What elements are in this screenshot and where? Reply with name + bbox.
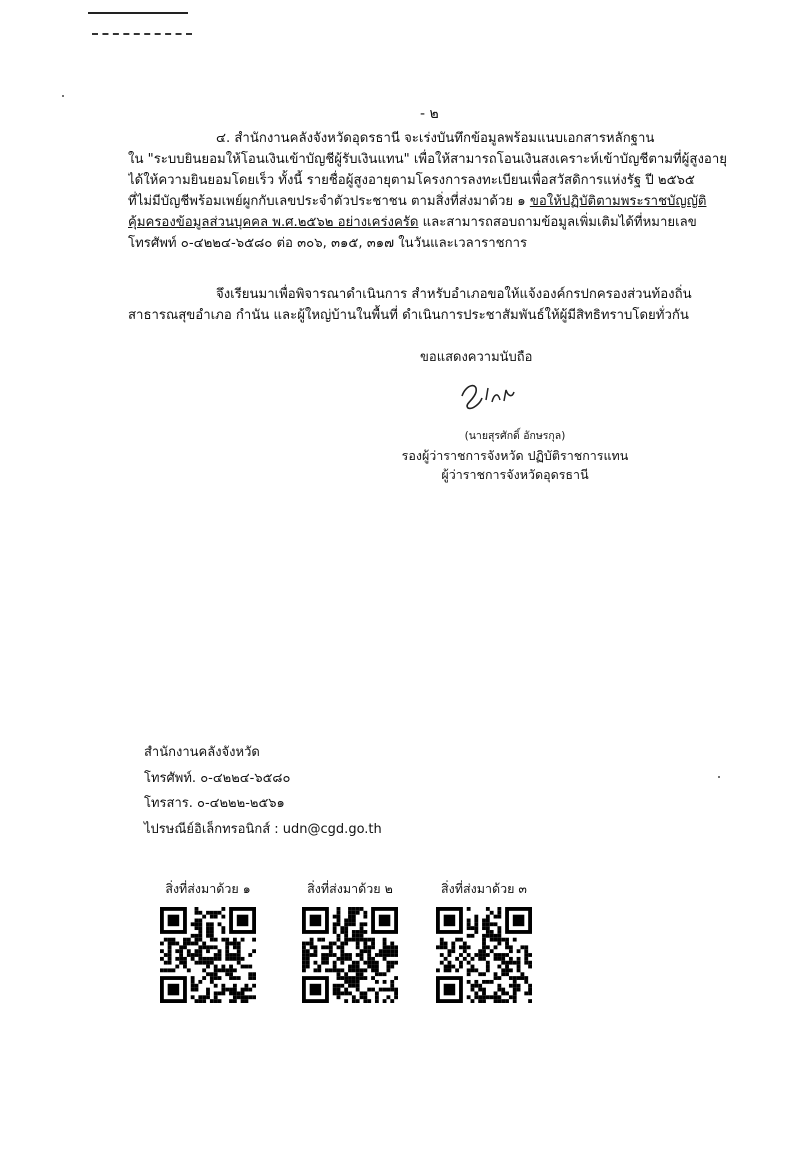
contact-office: สำนักงานคลังจังหวัด	[144, 745, 260, 760]
signatory-name: (นายสุรศักดิ์ อักษรกุล)	[464, 430, 566, 442]
paragraph-line: ใน "ระบบยินยอมให้โอนเงินเข้าบัญชีผู้รับเงินแทน" เพื่อให้สามารถโอนเงินสงเคราะห์เข้าบัญชีตามที่ผู้สูงอายุ	[128, 152, 727, 167]
qr-code[interactable]	[302, 907, 398, 1003]
paragraph-line	[128, 191, 753, 212]
closing-salutation: ขอแสดงความนับถือ	[420, 350, 533, 365]
signatory-office: ผู้ว่าราชการจังหวัดอุดรธานี	[441, 467, 589, 482]
contact-fax: โทรสาร. ๐-๔๒๒๒-๒๕๖๑	[144, 796, 285, 811]
attachment-label: สิ่งที่ส่งมาด้วย ๒	[307, 881, 393, 896]
contact-email: ไปรษณีย์อิเล็กทรอนิกส์ : udn@cgd.go.th	[144, 821, 382, 837]
page-number: - ๒	[420, 106, 439, 122]
paragraph-line: โทรศัพท์ ๐-๔๒๒๔-๖๕๘๐ ต่อ ๓๐๖, ๓๑๕, ๓๑๗ ในวันและเวลาราชการ	[128, 236, 528, 251]
header-dashed-rule	[92, 33, 192, 35]
attachment-label: สิ่งที่ส่งมาด้วย ๓	[441, 881, 527, 896]
paragraph-line: ได้ให้ความยินยอมโดยเร็ว ทั้งนี้ รายชื่อผู้สูงอายุตามโครงการลงทะเบียนเพื่อสวัสดิการแห่งรัฐ ปี ๒๕๖๕	[128, 173, 695, 188]
header-rule	[88, 12, 188, 14]
closing-paragraph	[128, 284, 753, 326]
qr-code[interactable]	[436, 907, 532, 1003]
signatory-position: รองผู้ว่าราชการจังหวัด ปฏิบัติราชการแทน	[401, 448, 629, 463]
text-run: ที่ไม่มีบัญชีพร้อมเพย์ผูกกับเลขประจำตัวประชาชน ตามสิ่งที่ส่งมาด้วย ๑	[128, 194, 526, 209]
qr-code[interactable]	[160, 907, 256, 1003]
scan-speck	[718, 776, 720, 778]
paragraph-4	[128, 128, 753, 254]
paragraph-line	[128, 212, 753, 233]
handwritten-signature	[454, 374, 524, 414]
attachment-1	[148, 879, 268, 1003]
attachment-label: สิ่งที่ส่งมาด้วย ๑	[165, 881, 251, 896]
contact-phone: โทรศัพท์. ๐-๔๒๒๔-๖๕๘๐	[144, 770, 291, 786]
paragraph-line: สาธารณสุขอำเภอ กำนัน และผู้ใหญ่บ้านในพื้นที่ ดำเนินการประชาสัมพันธ์ให้ผู้มีสิทธิทราบโดยทั่วกัน	[128, 308, 689, 323]
signature-block	[380, 427, 650, 484]
underlined-text: คุ้มครองข้อมูลส่วนบุคคล พ.ศ.๒๕๖๒ อย่างเคร่งครัด	[128, 215, 419, 230]
paragraph-line: จึงเรียนมาเพื่อพิจารณาดำเนินการ สำหรับอำเภอขอให้แจ้งองค์กรปกครองส่วนท้องถิ่น	[216, 287, 692, 302]
underlined-text: ขอให้ปฏิบัติตามพระราชบัญญัติ	[529, 194, 707, 209]
scan-speck	[62, 95, 64, 97]
text-run: และสามารถสอบถามข้อมูลเพิ่มเติมได้ที่หมายเลข	[422, 215, 697, 230]
attachment-3	[424, 879, 544, 1003]
paragraph-line: ๔. สำนักงานคลังจังหวัดอุดรธานี จะเร่งบันทึกข้อมูลพร้อมแนบเอกสารหลักฐาน	[216, 131, 655, 146]
contact-info	[144, 740, 382, 842]
attachment-2	[290, 879, 410, 1003]
